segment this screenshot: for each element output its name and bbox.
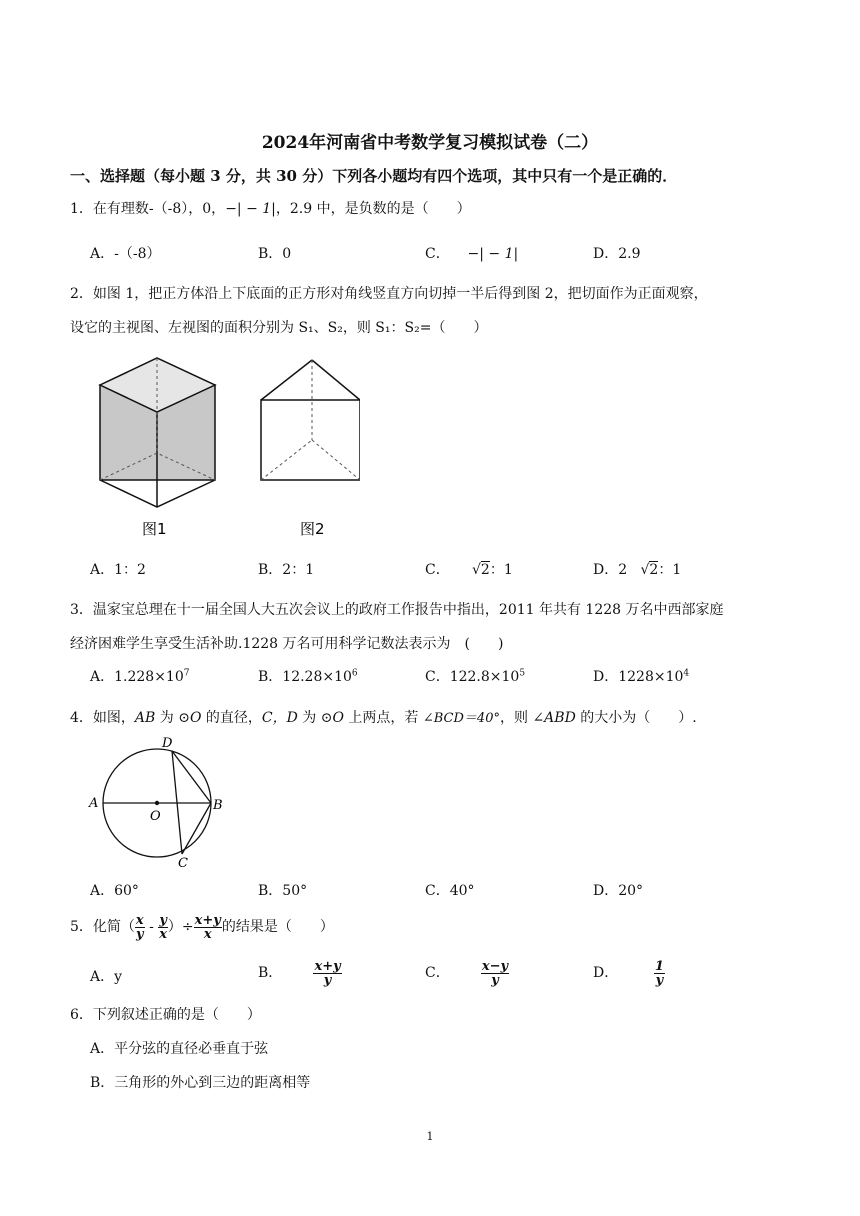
center-point bbox=[155, 801, 159, 805]
q4-option-c: C．40° bbox=[425, 883, 475, 899]
q4-option-d: D．20° bbox=[593, 883, 644, 899]
q4-circle-diagram bbox=[85, 733, 230, 873]
q2-option-c: C． √2：1 bbox=[425, 562, 513, 578]
q2-figures bbox=[90, 350, 360, 540]
question-5-stem: 5．化简（ $\frac{x}{y}$ - $\frac{y}{x}$ ）÷ $\frac{x+y}{x}$ 的结果是（ ） bbox=[70, 912, 334, 942]
q1-option-b: B．0 bbox=[258, 246, 292, 262]
q3-option-b: B．$12.28\times 10^6$ bbox=[258, 668, 358, 685]
page-number: 1 bbox=[426, 1130, 434, 1143]
chord-bd bbox=[172, 751, 211, 803]
q2-option-b: B．2：1 bbox=[258, 562, 315, 578]
figure-1-label: 图1 bbox=[142, 520, 167, 538]
question-4-stem: 4．如图，AB 为 ⊙O 的直径，C，D 为 ⊙O 上两点，若 ∠BCD＝40°，则 ∠ABD 的大小为（ ）. bbox=[70, 710, 697, 726]
figure-1-cube bbox=[100, 358, 215, 507]
q3-option-d: D．$1228\times 10^4$ bbox=[593, 668, 690, 685]
q4-option-a: A．60° bbox=[90, 883, 139, 899]
label-b: B bbox=[213, 798, 223, 813]
q5-option-a: A．y bbox=[90, 969, 123, 985]
label-o: O bbox=[150, 809, 161, 824]
q3-option-a: A．$1.228\times 10^7$ bbox=[90, 668, 190, 685]
q6-option-b: B．三角形的外心到三边的距离相等 bbox=[90, 1075, 311, 1091]
q1-option-a: A．-（-8） bbox=[90, 246, 161, 262]
section-heading: 一、选择题（每小题 3 分，共 30 分）下列各小题均有四个选项，其中只有一个是正确的． bbox=[70, 167, 678, 185]
label-a: A bbox=[89, 796, 99, 811]
q6-option-a: A．平分弦的直径必垂直于弦 bbox=[90, 1041, 269, 1057]
figure-2-prism bbox=[261, 360, 360, 480]
q1-option-c: C． −| − 1| bbox=[425, 246, 519, 262]
label-c: C bbox=[178, 856, 188, 871]
question-3-line1: 3．温家宝总理在十一届全国人大五次会议上的政府工作报告中指出，2011 年共有 1228 万名中西部家庭 bbox=[70, 602, 724, 618]
q5-option-d: D． $\frac{1}{y}$ bbox=[593, 958, 664, 988]
sqrt-symbol: √ bbox=[471, 562, 481, 578]
q2-option-a: A．1：2 bbox=[90, 562, 146, 578]
label-d: D bbox=[162, 736, 173, 751]
sqrt-symbol: √ bbox=[640, 562, 650, 578]
q2-option-d: D．2 √2：1 bbox=[593, 562, 682, 578]
page-title: 2024年河南省中考数学复习模拟试卷（二） bbox=[261, 133, 599, 153]
q5-option-c: C． $\frac{x-y}{y}$ bbox=[425, 958, 509, 988]
q3-option-c: C．$122.8\times 10^5$ bbox=[425, 668, 526, 685]
q4-option-b: B．50° bbox=[258, 883, 308, 899]
question-2-line2: 设它的主视图、左视图的面积分别为 S₁、S₂，则 S₁：S₂=（ ） bbox=[70, 320, 488, 336]
question-2-line1: 2．如图 1，把正方体沿上下底面的正方形对角线竖直方向切掉一半后得到图 2，把切面作为正面观察， bbox=[70, 286, 708, 302]
figure-2-label: 图2 bbox=[300, 520, 325, 538]
chord-cb bbox=[182, 803, 211, 854]
question-6-stem: 6．下列叙述正确的是（ ） bbox=[70, 1007, 261, 1023]
question-3-line2: 经济困难学生享受生活补助.1228 万名可用科学记数法表示为 ( ) bbox=[70, 636, 504, 652]
q5-option-b: B． $\frac{x+y}{y}$ bbox=[258, 958, 341, 988]
q1-option-d: D．2.9 bbox=[593, 246, 641, 262]
question-1-stem: 1．在有理数-（-8），0，−| − 1|，2.9 中，是负数的是（ ） bbox=[70, 201, 471, 217]
